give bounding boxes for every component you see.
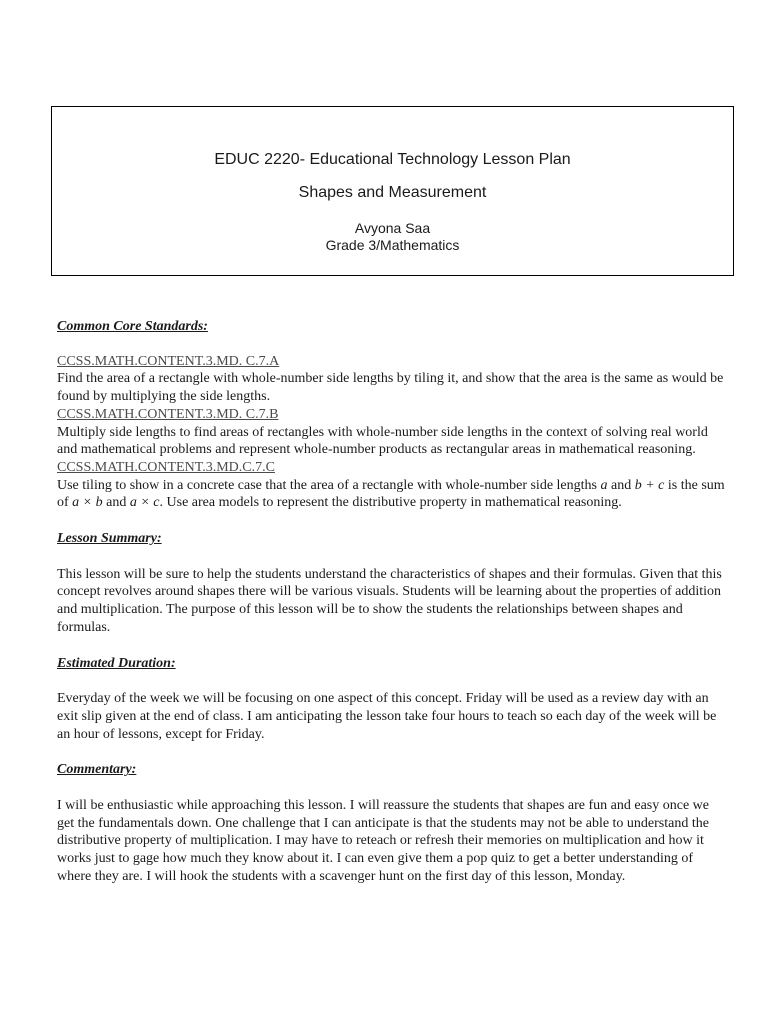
standard-text-c-part-2: and: [607, 477, 635, 493]
standards-heading: Common Core Standards:: [57, 319, 208, 334]
summary-text: This lesson will be sure to help the students understand the characteristics of shapes and their formulas. Given that this concept revolves around shapes there will be various visuals. Students will be learning about the properties of addition and multiplication. The purpose of this lesson will be to show the students the relationships between shapes and formulas.: [57, 566, 722, 635]
standard-text-c-part-3: is the sum of: [57, 477, 725, 511]
math-a-times-c: a × c: [129, 495, 160, 511]
commentary-text: I will be enthusiastic while approaching this lesson. I will reassure the students that shapes are fun and easy once we get the fundamentals down. One challenge that I can anticipate is that the students may not be able to understand the distributive property of multiplication. I may have to reteach or refresh their memories on multiplication and how it works just to gage how much they know about it. I can even give them a pop quiz to get a better understanding of where they are. I will hook the students with a scavenger hunt on the first day of this lesson, Monday.: [57, 798, 709, 884]
duration-text: Everyday of the week we will be focusing on one aspect of this concept. Friday will be used as a review day with an exit slip given at the end of class. I am anticipating the lesson take four hours to teach so each day of the week will be an hour of lessons, except for Friday.: [57, 691, 717, 742]
commentary-heading: Commentary:: [57, 762, 137, 778]
lesson-title: Shapes and Measurement: [298, 184, 487, 201]
math-a-times-b: a × b: [72, 495, 103, 511]
standard-text-a: Find the area of a rectangle with whole-number side lengths by tiling it, and show that the area is the same as would be found by multiplying the side lengths.: [57, 371, 724, 405]
standard-text-c-part-5: . Use area models to represent the distributive property in mathematical reasoning.: [159, 495, 622, 511]
standard-code-b[interactable]: CCSS.MATH.CONTENT.3.MD. C.7.B: [57, 406, 279, 422]
math-var-a: a: [600, 477, 608, 493]
document-title: EDUC 2220- Educational Technology Lesson Plan: [214, 151, 571, 168]
grade-subject: Grade 3/Mathematics: [325, 237, 460, 253]
standard-text-b: Multiply side lengths to find areas of rectangles with whole-number side lengths in the context of solving real world and mathematical problems and represent whole-number products as rectangular areas in mathematical reasoning.: [57, 424, 708, 458]
standard-text-c-part-1: Use tiling to show in a concrete case that the area of a rectangle with whole-number side lengths: [57, 477, 601, 493]
header-box: [51, 106, 734, 276]
standard-text-c: [57, 477, 725, 512]
math-var-b-plus-c: b + c: [634, 477, 665, 493]
document-body: [57, 318, 725, 886]
duration-heading: Estimated Duration:: [57, 655, 176, 671]
standard-code-a[interactable]: CCSS.MATH.CONTENT.3.MD. C.7.A: [57, 353, 280, 369]
author-name: Avyona Saa: [354, 220, 431, 236]
standard-code-c[interactable]: CCSS.MATH.CONTENT.3.MD.C.7.C: [57, 459, 275, 475]
standard-text-c-part-4: and: [102, 495, 130, 511]
summary-heading: Lesson Summary:: [57, 531, 162, 547]
